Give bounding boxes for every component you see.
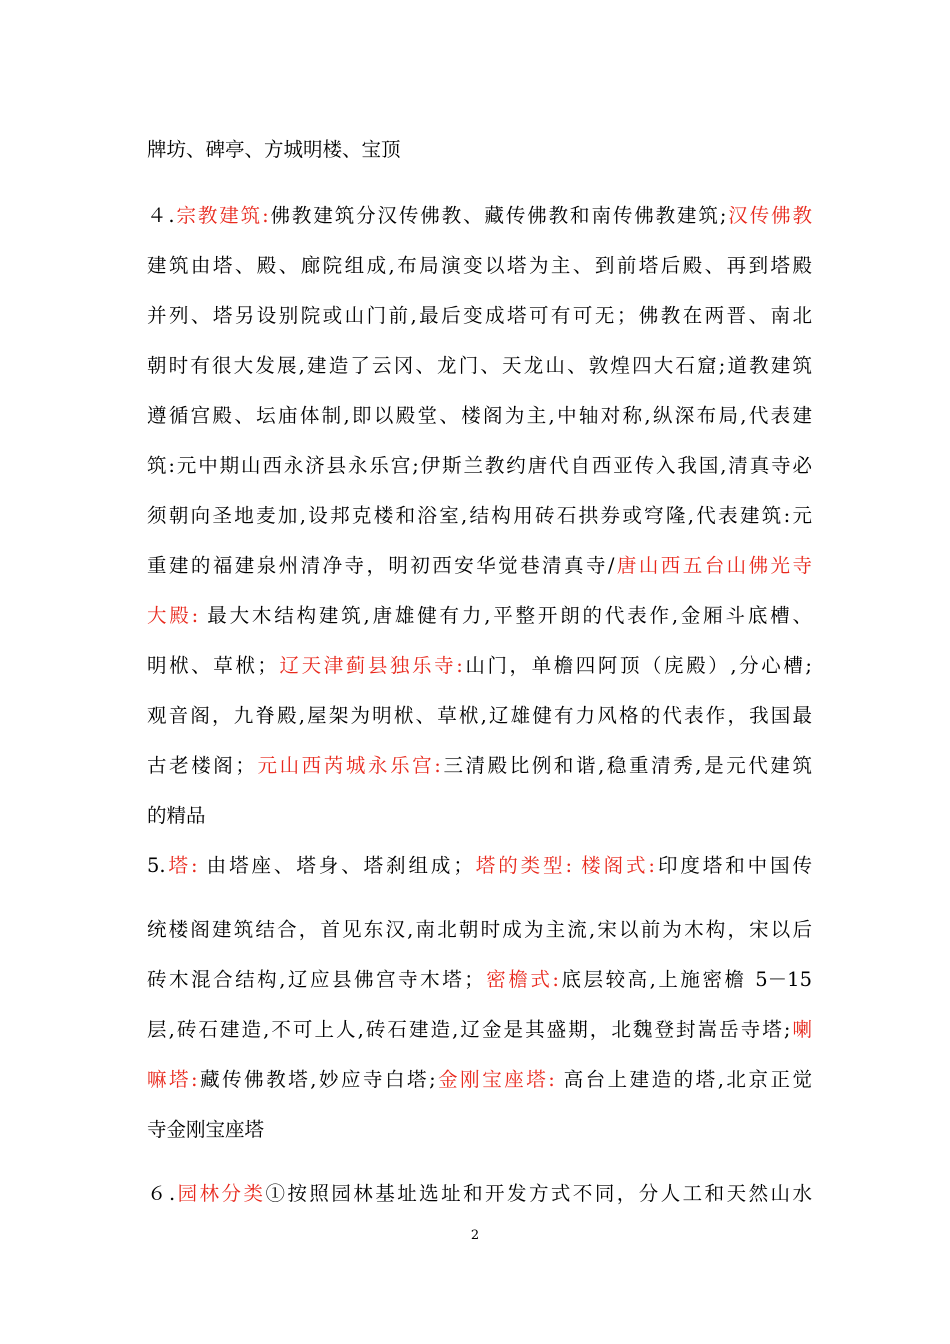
highlighted-term: 汉传佛教 bbox=[726, 204, 812, 227]
text-line bbox=[147, 1116, 812, 1144]
page-number: 2 bbox=[470, 1228, 480, 1243]
text-line bbox=[147, 852, 812, 880]
text-segment: 须朝向圣地麦加,设邦克楼和浴室,结构用砖石拱券或穹隆,代表建筑:元 bbox=[147, 504, 812, 527]
text-segment: 山门，单檐四阿顶（庑殿）,分心槽; bbox=[462, 654, 812, 677]
text-line bbox=[147, 966, 812, 994]
text-segment: 明栿、草栿； bbox=[147, 654, 277, 677]
text-line bbox=[147, 302, 812, 330]
text-segment: 统楼阁建筑结合，首见东汉,南北朝时成为主流,宋以前为木构，宋以后 bbox=[147, 918, 812, 941]
text-segment: 朝时有很大发展,建造了云冈、龙门、天龙山、敦煌四大石窟;道教建筑 bbox=[147, 354, 812, 377]
text-line bbox=[147, 452, 812, 480]
text-segment: 藏传佛教塔,妙应寺白塔; bbox=[197, 1068, 436, 1091]
text-segment: ①按照园林基址选址和开发方式不同，分人工和天然山水 bbox=[265, 1182, 812, 1205]
text-line bbox=[147, 352, 812, 380]
text-segment: ４. bbox=[147, 204, 175, 227]
highlighted-term: 大殿: bbox=[147, 604, 199, 627]
text-line bbox=[147, 802, 812, 830]
text-segment: 由塔座、塔身、塔刹组成； bbox=[197, 854, 473, 877]
highlighted-term: 唐山西五台山佛光寺 bbox=[614, 554, 812, 577]
text-segment: 筑:元中期山西永济县永乐宫;伊斯兰教约唐代自西亚传入我国,清真寺必 bbox=[147, 454, 812, 477]
text-line bbox=[147, 1180, 812, 1208]
text-line bbox=[147, 402, 812, 430]
text-line bbox=[147, 552, 812, 580]
text-segment: ６. bbox=[147, 1182, 176, 1205]
text-line bbox=[147, 502, 812, 530]
text-line bbox=[147, 602, 812, 630]
highlighted-term: 元山西芮城永乐宫: bbox=[254, 754, 441, 777]
text-line bbox=[147, 702, 812, 730]
text-line bbox=[147, 652, 812, 680]
text-segment: 佛教建筑分汉传佛教、藏传佛教和南传佛教建筑; bbox=[268, 204, 727, 227]
text-line bbox=[147, 916, 812, 944]
text-segment: 三清殿比例和谐,稳重清秀,是元代建筑 bbox=[440, 754, 812, 777]
text-segment: 砖木混合结构,辽应县佛宫寺木塔； bbox=[147, 968, 484, 991]
text-segment: 印度塔和中国传 bbox=[655, 854, 812, 877]
text-segment: 层,砖石建造,不可上人,砖石建造,辽金是其盛期，北魏登封嵩岳寺塔; bbox=[147, 1018, 791, 1041]
highlighted-term: 喇 bbox=[790, 1018, 812, 1041]
text-segment: 观音阁，九脊殿,屋架为明栿、草栿,辽雄健有力风格的代表作，我国最 bbox=[147, 704, 812, 727]
text-segment: 高台上建造的塔,北京正觉 bbox=[554, 1068, 812, 1091]
text-segment: 重建的福建泉州清净寺，明初西安华觉巷清真寺/ bbox=[147, 554, 615, 577]
text-line bbox=[147, 136, 812, 164]
highlighted-term: 辽天津蓟县独乐寺: bbox=[276, 654, 463, 677]
highlighted-term: 金刚宝座塔: bbox=[435, 1068, 555, 1091]
text-segment: 并列、塔另设别院或山门前,最后变成塔可有可无；佛教在两晋、南北 bbox=[147, 304, 812, 327]
highlighted-term: 塔的类型: 楼阁式: bbox=[472, 854, 656, 877]
highlighted-term: 嘛塔: bbox=[147, 1068, 198, 1091]
text-segment: 建筑由塔、殿、廊院组成,布局演变以塔为主、到前塔后殿、再到塔殿 bbox=[147, 254, 812, 277]
highlighted-term: 密檐式: bbox=[483, 968, 559, 991]
text-line bbox=[147, 1016, 812, 1044]
text-segment: 牌坊、碑亭、方城明楼、宝顶 bbox=[147, 138, 401, 161]
text-line bbox=[147, 252, 812, 280]
text-segment: 寺金刚宝座塔 bbox=[147, 1118, 265, 1141]
text-segment: 遵循宫殿、坛庙体制,即以殿堂、楼阁为主,中轴对称,纵深布局,代表建 bbox=[147, 404, 812, 427]
highlighted-term: 宗教建筑: bbox=[174, 204, 269, 227]
text-segment: 古老楼阁； bbox=[147, 754, 255, 777]
text-segment: 最大木结构建筑,唐雄健有力,平整开朗的代表作,金厢斗底槽、 bbox=[198, 604, 812, 627]
text-segment: 5. bbox=[147, 854, 166, 877]
text-segment: 的精品 bbox=[147, 804, 206, 827]
highlighted-term: 塔: bbox=[165, 854, 198, 877]
text-line bbox=[147, 1066, 812, 1094]
text-line bbox=[147, 752, 812, 780]
text-line bbox=[147, 202, 812, 230]
highlighted-term: 园林分类 bbox=[175, 1182, 266, 1205]
text-segment: 底层较高,上施密檐 5－15 bbox=[558, 968, 812, 991]
